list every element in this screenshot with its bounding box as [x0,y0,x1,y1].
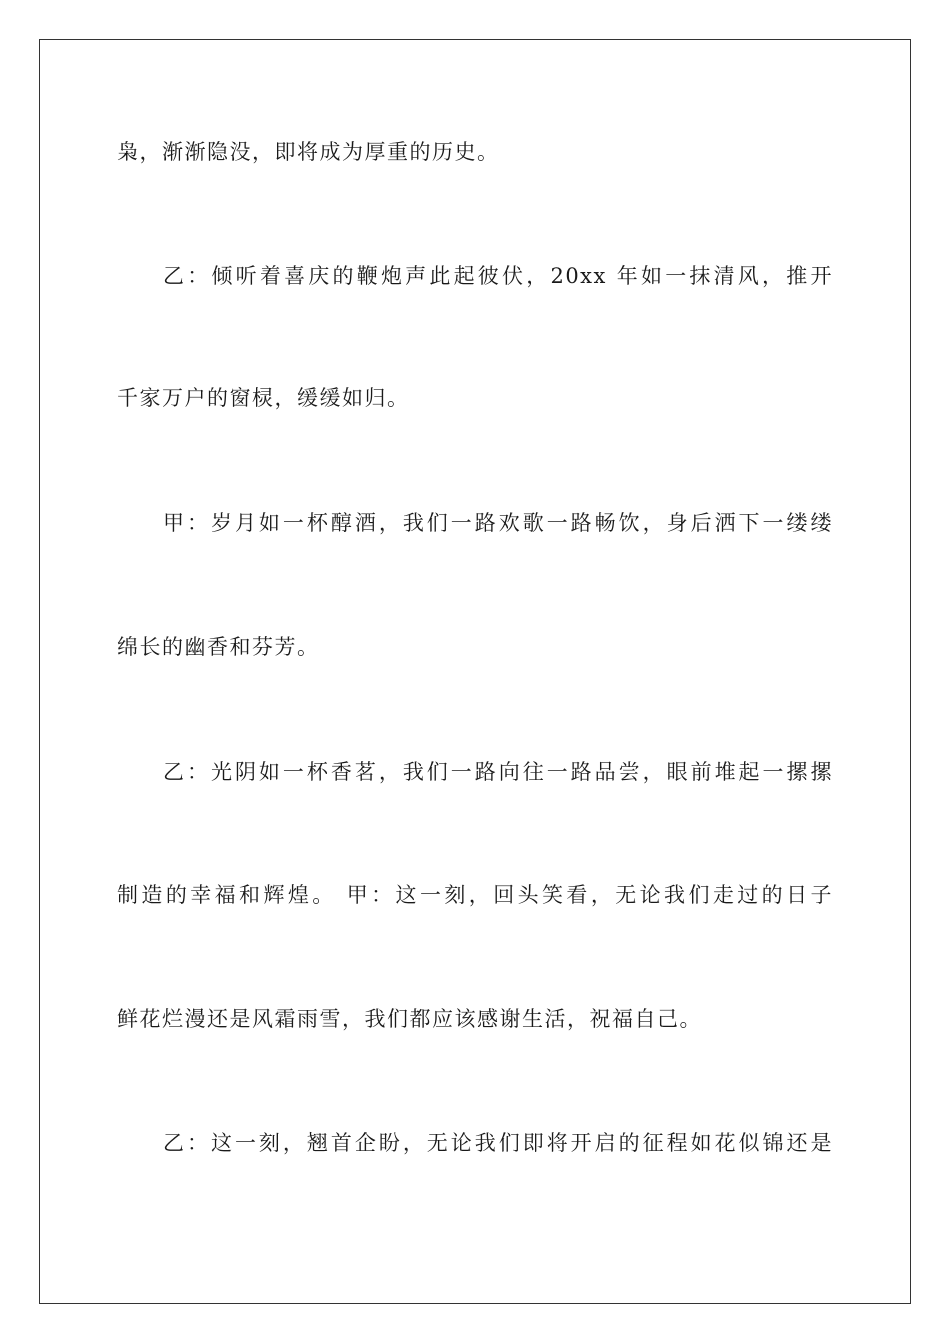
page-border [39,39,911,1304]
text-line-1: 枭，渐渐隐没，即将成为厚重的历史。 [117,140,500,164]
text-line-6: 乙：光阴如一杯香茗，我们一路向往一路品尝，眼前堆起一摞摞 [163,760,833,784]
text-line-4: 甲：岁月如一杯醇酒，我们一路欢歌一路畅饮，身后洒下一缕缕 [163,511,833,535]
text-line-3: 千家万户的窗棂，缓缓如归。 [117,386,410,410]
text-line-8: 鲜花烂漫还是风霜雨雪，我们都应该感谢生活，祝福自己。 [117,1007,702,1031]
text-line-9: 乙：这一刻，翘首企盼，无论我们即将开启的征程如花似锦还是 [163,1131,833,1155]
text-line-7: 制造的幸福和辉煌。 甲：这一刻，回头笑看，无论我们走过的日子 [117,883,833,907]
text-line-2: 乙：倾听着喜庆的鞭炮声此起彼伏，20xx 年如一抹清风，推开 [163,264,833,288]
text-line-5: 绵长的幽香和芬芳。 [117,635,320,659]
